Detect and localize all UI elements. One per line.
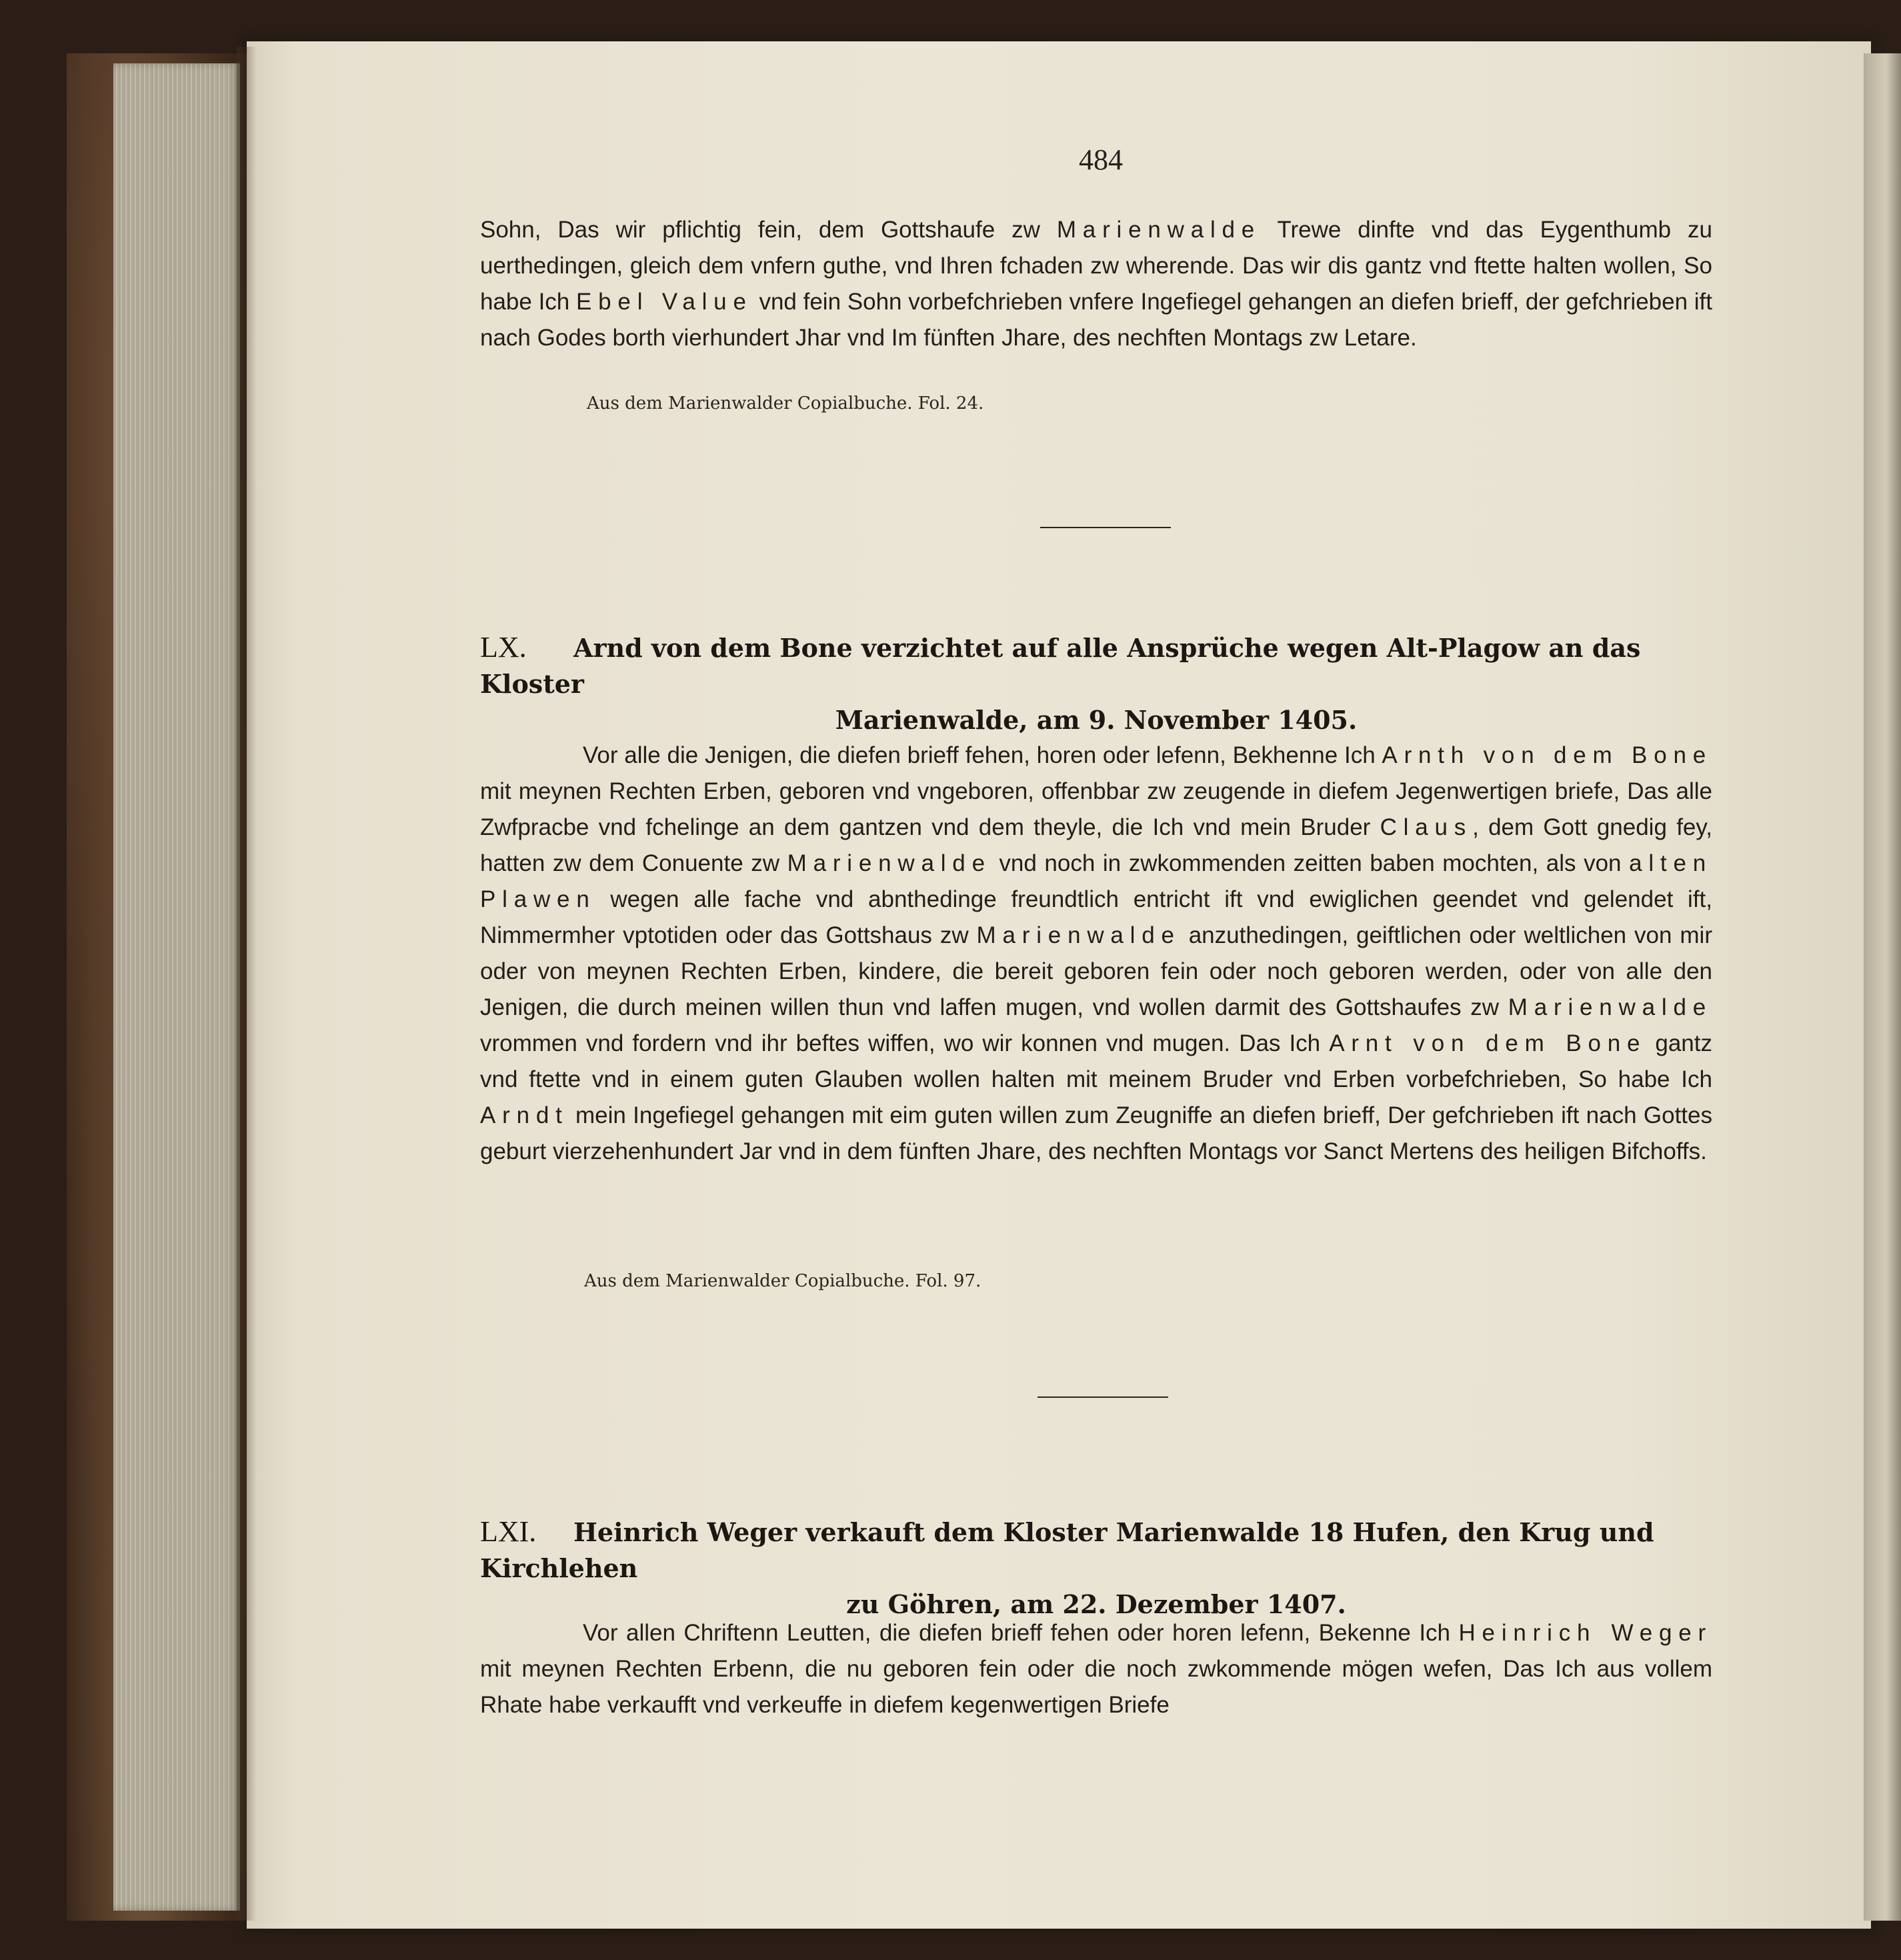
- page-edges: [113, 63, 240, 1911]
- section-heading-lxi: [480, 1514, 1712, 1623]
- place-name: Marienwalde: [1056, 217, 1262, 243]
- place-name: Marienwalde: [976, 922, 1181, 948]
- text-run: , dem Gott gnedig fey, hatten zw dem Conuente zw: [480, 814, 1713, 876]
- section-title-line1: Heinrich Weger verkauft dem Kloster Marienwalde 18 Hufen, den Krug und Kirchlehen: [480, 1517, 1654, 1583]
- section-title-line2: zu Göhren, am 22. Dezember 1407.: [846, 1589, 1346, 1619]
- text-run: gantz vnd ftette vnd in einem guten Glauben wollen halten mit meinem Bruder vnd Erben vorbefchrieben, So habe Ich: [480, 1030, 1712, 1092]
- place-name: Marienwalde: [787, 850, 992, 876]
- text-run: Vor alle die Jenigen, die diefen brieff fehen, horen oder lefenn, Bekhenne Ich: [583, 742, 1382, 768]
- continuation-paragraph: [480, 212, 1712, 356]
- person-name: Arndt: [480, 1102, 569, 1128]
- section-number: LXI.: [480, 1515, 537, 1548]
- person-name: Heinrich Weger: [1458, 1620, 1712, 1646]
- text-run: mein Ingefiegel gehangen mit eim guten willen zum Zeugniffe an diefen brieff, Der gefchrieben ift nach Gottes geburt vierzehenhundert Jar vnd in dem fünften Jhare, des nechften Montags vor Sanct Mertens des heiligen Bifchoffs.: [480, 1102, 1712, 1164]
- text-run: Vor allen Chriftenn Leutten, die diefen brieff fehen oder horen lefenn, Bekenne Ich: [583, 1620, 1459, 1646]
- person-name: Ebel Value: [576, 289, 753, 315]
- text-run: anzuthedingen, geiftlichen oder weltlichen von mir oder von meynen Rechten Erben, kindere, die bereit geboren fein oder noch geboren werden, oder von alle den Jenigen, die durch meinen willen thun vnd laffen mugen, vnd wollen darmit des Gottshaufes zw: [480, 922, 1712, 1020]
- text-run: Sohn, Das wir pflichtig fein, dem Gottshaufe zw: [480, 217, 1057, 243]
- text-run: Trewe dinfte vnd das Eygenthumb zu uerthedingen, gleich dem vnfern guthe, vnd Ihren fchaden zw wherende. Das wir dis gantz vnd ftette halten wollen, So habe Ich: [480, 217, 1712, 315]
- page-number: 484: [1079, 143, 1123, 176]
- section-lxi-paragraph: [480, 1615, 1712, 1723]
- facing-page-edge: [1864, 53, 1901, 1921]
- section-heading-lx: [480, 630, 1712, 738]
- text-run: mit meynen Rechten Erbenn, die nu geboren fein oder die noch zwkommende mögen wefen, Das Ich aus vollem Rhate habe verkaufft vnd verkeuffe in diefem kegenwertigen Briefe: [480, 1656, 1712, 1718]
- text-run: wegen alle fache vnd abnthedinge freundtlich entricht ift vnd ewiglichen geendet vnd gelendet ift, Nimmermher vptotiden oder das Gottshaus zw: [480, 886, 1712, 948]
- section-divider: [1040, 527, 1171, 528]
- person-name: Arnth von dem Bone: [1382, 742, 1713, 768]
- gutter-shadow: [237, 47, 257, 1921]
- text-run: vnd noch in zwkommenden zeitten baben mochten, als von: [991, 850, 1630, 876]
- text-run: mit meynen Rechten Erben, geboren vnd vngeboren, offenbbar zw zeugende in diefem Jegenwertigen briefe, Das alle Zwfpracbe vnd fchelinge an dem gantzen vnd dem theyle, die Ich vnd mein Bruder: [480, 778, 1712, 840]
- section-divider: [1038, 1396, 1168, 1398]
- person-name: Arnt von dem Bone: [1329, 1030, 1647, 1056]
- source-note: Aus dem Marienwalder Copialbuche. Fol. 24.: [587, 393, 984, 413]
- section-number: LX.: [480, 631, 527, 664]
- place-name: Marienwalde: [1508, 994, 1712, 1020]
- person-name: Claus: [1380, 814, 1473, 840]
- section-lx-paragraph: [480, 738, 1712, 1170]
- section-title-line1: Arnd von dem Bone verzichtet auf alle Ansprüche wegen Alt-Plagow an das Kloster: [480, 633, 1641, 699]
- section-title-line2: Marienwalde, am 9. November 1405.: [835, 705, 1358, 735]
- text-run: vnd fein Sohn vorbefchrieben vnfere Ingefiegel gehangen an diefen brieff, der gefchrieben ift nach Godes borth vierhundert Jhar vnd Im fünften Jhare, des nechften Montags zw Letare.: [480, 289, 1712, 351]
- text-run: vrommen vnd fordern vnd ihr beftes wiffen, wo wir konnen vnd mugen. Das Ich: [480, 1030, 1330, 1056]
- place-name: alten Plawen: [480, 850, 1712, 912]
- source-note: Aus dem Marienwalder Copialbuche. Fol. 97.: [584, 1271, 982, 1291]
